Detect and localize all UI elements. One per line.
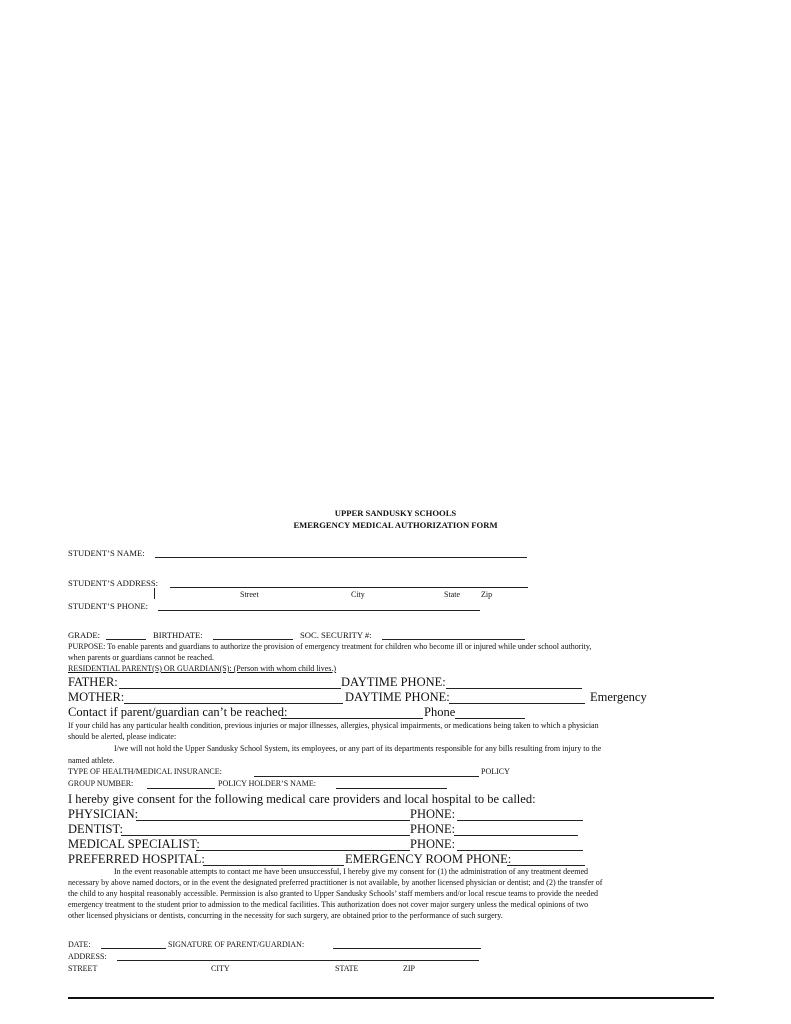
liability-line-2: named athlete. xyxy=(68,756,115,765)
consent-paragraph-line-1: In the event reasonable attempts to contact me have been unsuccessful, I hereby give my consent for (1) the administration of any treatment deemed xyxy=(114,867,589,876)
emergency-contact-phone-label: Phone xyxy=(424,705,456,719)
address-street-caption: Street xyxy=(240,590,259,599)
date-field[interactable] xyxy=(101,948,166,949)
address-zip-caption: Zip xyxy=(481,590,493,599)
residential-parent-heading: RESIDENTIAL PARENT(S) OR GUARDIAN(S): (Person with whom child lives.) xyxy=(68,664,337,673)
physician-phone-field[interactable] xyxy=(457,820,583,821)
specialist-phone-field[interactable] xyxy=(457,850,583,851)
dentist-label: DENTIST: xyxy=(68,822,123,836)
signature-label: SIGNATURE OF PARENT/GUARDIAN: xyxy=(168,940,305,949)
student-address-field[interactable] xyxy=(170,587,528,588)
father-daytime-phone-field[interactable] xyxy=(446,688,582,689)
soc-security-label: SOC. SECURITY #: xyxy=(300,630,372,640)
medical-specialist-label: MEDICAL SPECIALIST: xyxy=(68,837,200,851)
specialist-phone-label: PHONE: xyxy=(410,837,456,851)
father-field[interactable] xyxy=(119,688,341,689)
consent-paragraph-line-5: other licensed physicians or dentists, concurring in the necessity for such surgery, are obtained prior to the performance of such surgery. xyxy=(68,911,503,920)
consent-intro: I hereby give consent for the following medical care providers and local hospital to be called: xyxy=(68,792,536,806)
mother-daytime-phone-field[interactable] xyxy=(449,703,585,704)
emergency-contact-field[interactable] xyxy=(281,718,423,719)
insurance-type-label: TYPE OF HEALTH/MEDICAL INSURANCE: xyxy=(68,767,222,776)
dentist-phone-field[interactable] xyxy=(454,835,578,836)
emergency-contact-label: Contact if parent/guardian can’t be reached: xyxy=(68,705,288,719)
group-number-label: GROUP NUMBER: xyxy=(68,779,134,788)
purpose-line-2: when parents or guardians cannot be reached. xyxy=(68,653,214,662)
student-phone-field[interactable] xyxy=(158,610,480,611)
physician-field[interactable] xyxy=(136,820,410,821)
emergency-label: Emergency xyxy=(590,690,647,704)
address-field[interactable] xyxy=(117,960,479,961)
consent-paragraph-line-3: the child to any hospital reasonably accessible. Permission is also granted to Upper Sandusky Schools’ staff members and/or local rescue teams to provide the needed xyxy=(68,889,599,898)
footer-street-caption: STREET xyxy=(68,964,98,973)
policy-holder-label: POLICY HOLDER’S NAME: xyxy=(218,779,316,788)
address-cursor-mark xyxy=(154,588,155,599)
student-phone-label: STUDENT’S PHONE: xyxy=(68,601,148,611)
footer-state-caption: STATE xyxy=(335,964,359,973)
consent-paragraph-line-4: emergency treatment to the student prior to admission to the medical facilities. This authorization does not cover major surgery unless the medical opinions of two xyxy=(68,900,589,909)
form-title: EMERGENCY MEDICAL AUTHORIZATION FORM xyxy=(293,520,498,530)
emergency-room-phone-field[interactable] xyxy=(507,865,585,866)
health-condition-line-1: If your child has any particular health condition, previous injuries or major illnesses, allergies, physical impairments, or medications being taken to which a physician xyxy=(68,721,599,730)
physician-phone-label: PHONE: xyxy=(410,807,456,821)
student-name-label: STUDENT’S NAME: xyxy=(68,548,145,558)
mother-daytime-phone-label: DAYTIME PHONE: xyxy=(345,690,450,704)
student-name-field[interactable] xyxy=(155,557,527,558)
father-label: FATHER: xyxy=(68,675,118,689)
birthdate-label: BIRTHDATE: xyxy=(153,630,203,640)
student-address-label: STUDENT’S ADDRESS: xyxy=(68,578,159,588)
insurance-type-field[interactable] xyxy=(254,776,479,777)
grade-field[interactable] xyxy=(106,639,146,640)
mother-label: MOTHER: xyxy=(68,690,125,704)
preferred-hospital-field[interactable] xyxy=(203,865,344,866)
dentist-field[interactable] xyxy=(121,835,410,836)
purpose-line-1: PURPOSE: To enable parents and guardians to authorize the provision of emergency treatment for children who become ill or injured while under school authority, xyxy=(68,642,592,651)
address-state-caption: State xyxy=(444,590,460,599)
bottom-rule xyxy=(68,997,714,999)
date-label: DATE: xyxy=(68,940,91,949)
footer-city-caption: CITY xyxy=(211,964,230,973)
birthdate-field[interactable] xyxy=(213,639,293,640)
medical-specialist-field[interactable] xyxy=(196,850,410,851)
address-city-caption: City xyxy=(351,590,365,599)
soc-security-field[interactable] xyxy=(382,639,525,640)
emergency-room-phone-label: EMERGENCY ROOM PHONE: xyxy=(345,852,512,866)
liability-line-1: I/we will not hold the Upper Sandusky School System, its employees, or any part of its departments responsible for any bills resulting from injury to the xyxy=(114,744,602,753)
policy-label: POLICY xyxy=(481,767,510,776)
health-condition-line-2: should be alerted, please indicate: xyxy=(68,732,177,741)
physician-label: PHYSICIAN: xyxy=(68,807,139,821)
preferred-hospital-label: PREFERRED HOSPITAL: xyxy=(68,852,205,866)
father-daytime-phone-label: DAYTIME PHONE: xyxy=(341,675,446,689)
group-number-field[interactable] xyxy=(147,788,215,789)
consent-paragraph-line-2: necessary by above named doctors, or in the event the designated preferred practitioner is not available, by another licensed physician or dentist; and (2) the transfer of xyxy=(68,878,603,887)
emergency-contact-phone-field[interactable] xyxy=(455,718,525,719)
school-name: UPPER SANDUSKY SCHOOLS xyxy=(334,508,457,518)
policy-holder-field[interactable] xyxy=(336,788,447,789)
footer-zip-caption: ZIP xyxy=(403,964,415,973)
dentist-phone-label: PHONE: xyxy=(410,822,456,836)
signature-field[interactable] xyxy=(333,948,481,949)
mother-field[interactable] xyxy=(124,703,343,704)
grade-label: GRADE: xyxy=(68,630,100,640)
address-label: ADDRESS: xyxy=(68,952,107,961)
